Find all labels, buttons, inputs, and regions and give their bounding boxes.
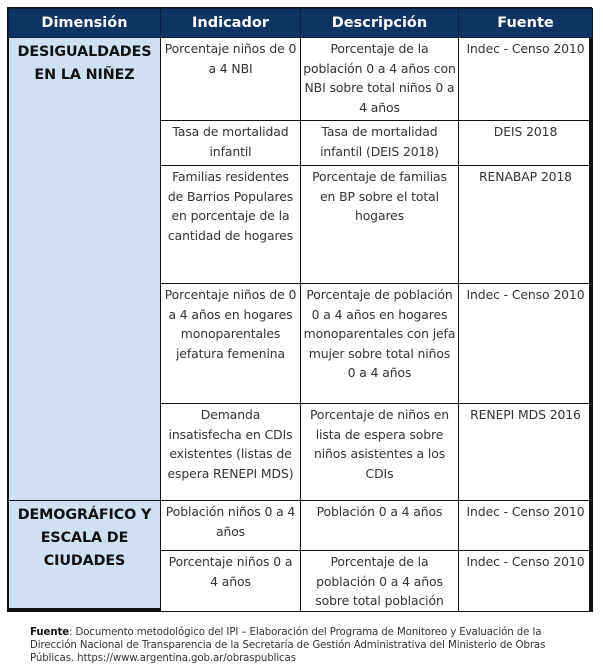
footnote-text: : Documento metodológico del IPI – Elaboración del Programa de Monitoreo y Evaluación de la Dirección Nacional de Transparencia de la Secretaría de Gestión Administrativa del Ministerio de Obras Públicas. https://www.argentina.gob.ar/obraspublicas [30, 627, 546, 664]
table-border-bottom [7, 608, 161, 612]
fuente-cell: RENABAP 2018 [459, 166, 593, 284]
indicators-table [8, 8, 593, 612]
fuente-cell: Indec - Censo 2010 [459, 284, 593, 404]
table-row [9, 38, 593, 121]
descripcion-cell: Tasa de mortalidad infantil (DEIS 2018) [301, 121, 459, 166]
header-dimension: Dimensión [9, 9, 161, 38]
dimension-cell: DEMOGRÁFICO Y ESCALA DE CIUDADES [9, 501, 161, 612]
indicador-cell: Demanda insatisfecha en CDIs existentes (listas de espera RENEPI MDS) [161, 404, 301, 501]
table-row [9, 501, 593, 551]
header-descripcion: Descripción [301, 9, 459, 38]
indicador-cell: Familias residentes de Barrios Populares en porcentaje de la cantidad de hogares [161, 166, 301, 284]
fuente-cell: Indec - Censo 2010 [459, 501, 593, 551]
descripcion-cell: Porcentaje de la población 0 a 4 años sobre total población [301, 551, 459, 612]
indicador-cell: Población niños 0 a 4 años [161, 501, 301, 551]
header-fuente: Fuente [459, 9, 593, 38]
indicador-cell: Porcentaje niños de 0 a 4 NBI [161, 38, 301, 121]
dimension-cell: DESIGUALDADES EN LA NIÑEZ [9, 38, 161, 501]
footnote-label: Fuente [30, 627, 70, 638]
descripcion-cell: Población 0 a 4 años [301, 501, 459, 551]
indicador-cell: Tasa de mortalidad infantil [161, 121, 301, 166]
indicador-cell: Porcentaje niños 0 a 4 años [161, 551, 301, 612]
descripcion-cell: Porcentaje de niños en lista de espera sobre niños asistentes a los CDIs [301, 404, 459, 501]
fuente-cell: DEIS 2018 [459, 121, 593, 166]
descripcion-cell: Porcentaje de familias en BP sobre el total hogares [301, 166, 459, 284]
table-header-row [9, 9, 593, 38]
indicador-cell: Porcentaje niños de 0 a 4 años en hogares monoparentales jefatura femenina [161, 284, 301, 404]
fuente-cell: RENEPI MDS 2016 [459, 404, 593, 501]
descripcion-cell: Porcentaje de población 0 a 4 años en hogares monoparentales con jefa mujer sobre total niños 0 a 4 años [301, 284, 459, 404]
source-footnote [30, 626, 590, 665]
fuente-cell: Indec - Censo 2010 [459, 38, 593, 121]
header-indicador: Indicador [161, 9, 301, 38]
fuente-cell: Indec - Censo 2010 [459, 551, 593, 612]
descripcion-cell: Porcentaje de la población 0 a 4 años con NBI sobre total niños 0 a 4 años [301, 38, 459, 121]
